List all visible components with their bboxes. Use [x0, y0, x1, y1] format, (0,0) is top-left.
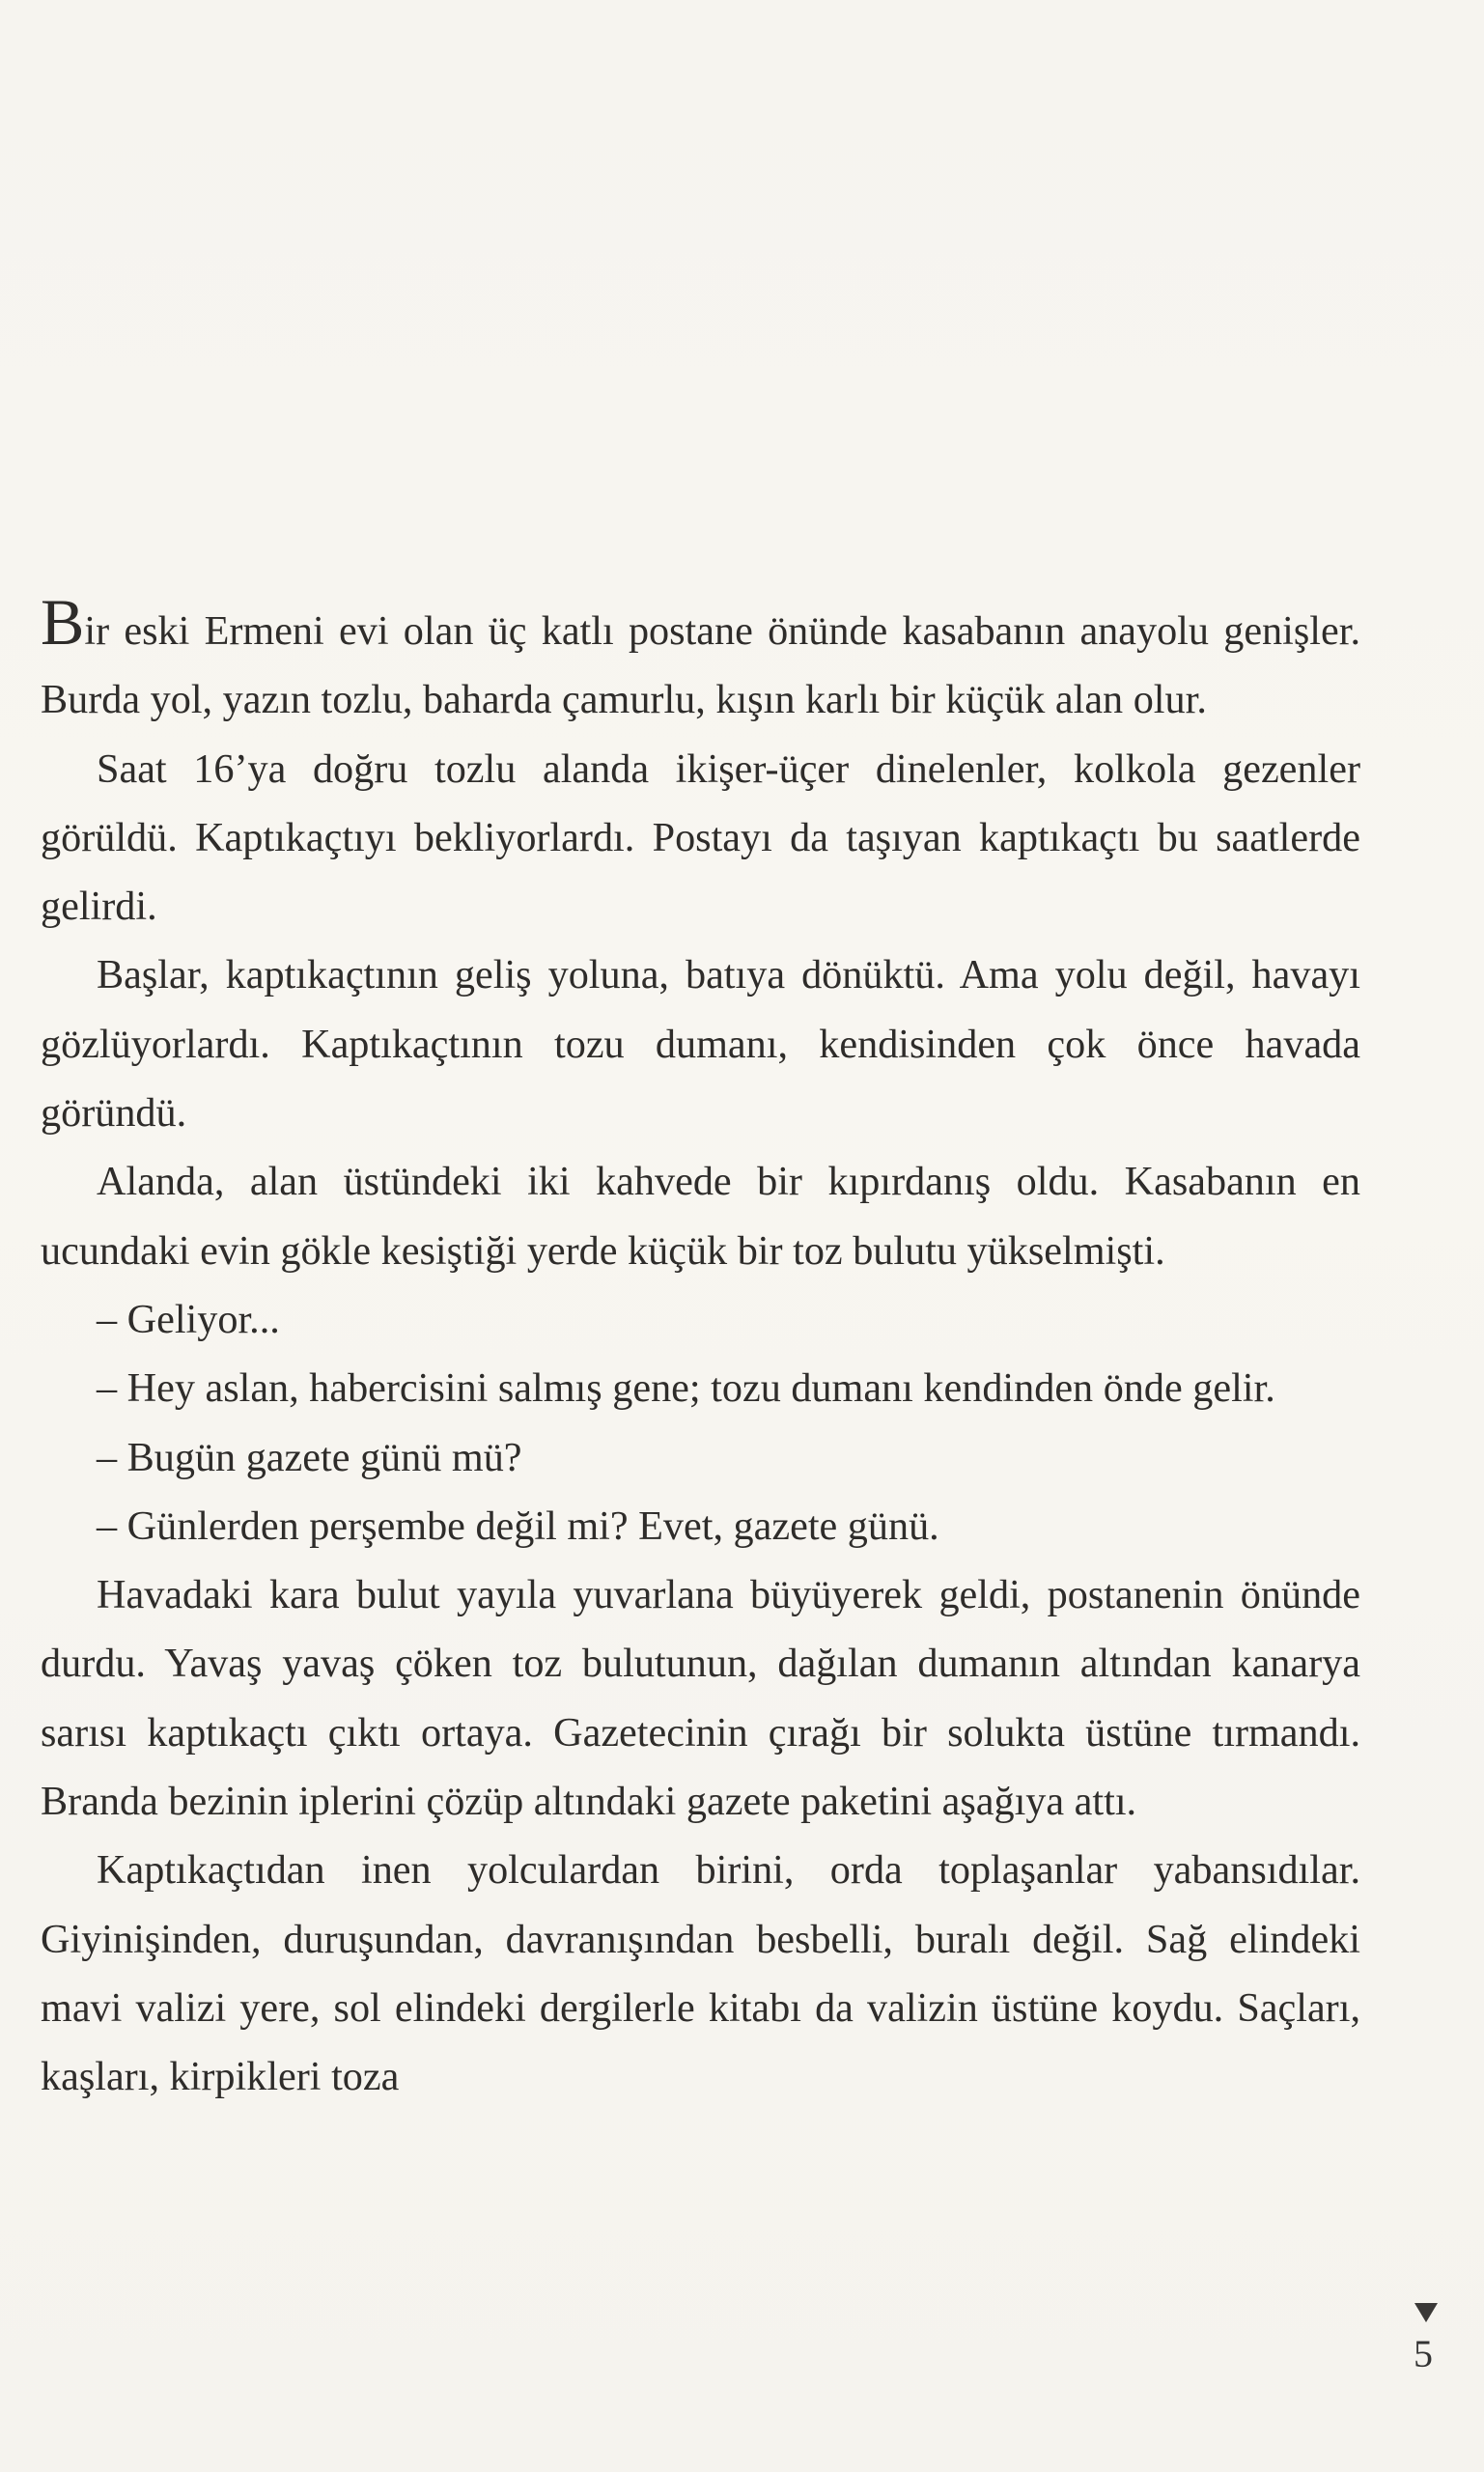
- dialog-line-3: – Bugün gazete günü mü?: [97, 1434, 522, 1480]
- page-number: 5: [1414, 2332, 1433, 2375]
- paragraph-1-text: ir eski Ermeni evi olan üç katlı postane önünde kasabanın anayolu genişler. Burda yol, yazın tozlu, baharda çamurlu, kışın karlı bir küçük alan olur.: [41, 608, 1360, 723]
- drop-cap: B: [41, 585, 85, 659]
- paragraph-6: Kaptıkaçtıdan inen yolculardan birini, orda toplaşanlar yabansıdılar. Giyinişinden, duruşundan, davranışından besbelli, buralı değil. Sağ elindeki mavi valizi yere, sol elindeki dergilerle kitabı da valizin üstüne koydu. Saçları, kaşları, kirpikleri toza: [41, 1847, 1360, 2100]
- dialog-line-4: – Günlerden perşembe değil mi? Evet, gazete günü.: [97, 1503, 939, 1549]
- paragraph-4: Alanda, alan üstündeki iki kahvede bir kıpırdanış oldu. Kasabanın en ucundaki evin gökle kesiştiği yerde küçük bir toz bulutu yükselmişti.: [41, 1159, 1360, 1274]
- paragraph-2: Saat 16’ya doğru tozlu alanda ikişer-üçer dinelenler, kolkola gezenler görüldü. Kaptıkaçtıyı bekliyorlardı. Postayı da taşıyan kaptıkaçtı bu saatlerde gelirdi.: [41, 745, 1360, 930]
- down-triangle-icon: [1413, 2301, 1440, 2324]
- dialog-line-2: – Hey aslan, habercisini salmış gene; tozu dumanı kendinden önde gelir.: [97, 1365, 1275, 1412]
- dialog-line-1: – Geliyor...: [97, 1296, 280, 1342]
- paragraph-5: Havadaki kara bulut yayıla yuvarlana büyüyerek geldi, postanenin önünde durdu. Yavaş yavaş çöken toz bulutunun, dağılan dumanın altından kanarya sarısı kaptıkaçtı çıktı ortaya. Gazetecinin çırağı bir solukta üstüne tırmandı. Branda bezinin iplerini çözüp altındaki gazete paketini aşağıya attı.: [41, 1572, 1360, 1825]
- paragraph-3: Başlar, kaptıkaçtının geliş yoluna, batıya dönüktü. Ama yolu değil, havayı gözlüyorlardı. Kaptıkaçtının tozu dumanı, kendisinden çok önce havada göründü.: [41, 952, 1360, 1137]
- paragraph-1: [41, 585, 1360, 735]
- body-text: [41, 585, 1360, 2112]
